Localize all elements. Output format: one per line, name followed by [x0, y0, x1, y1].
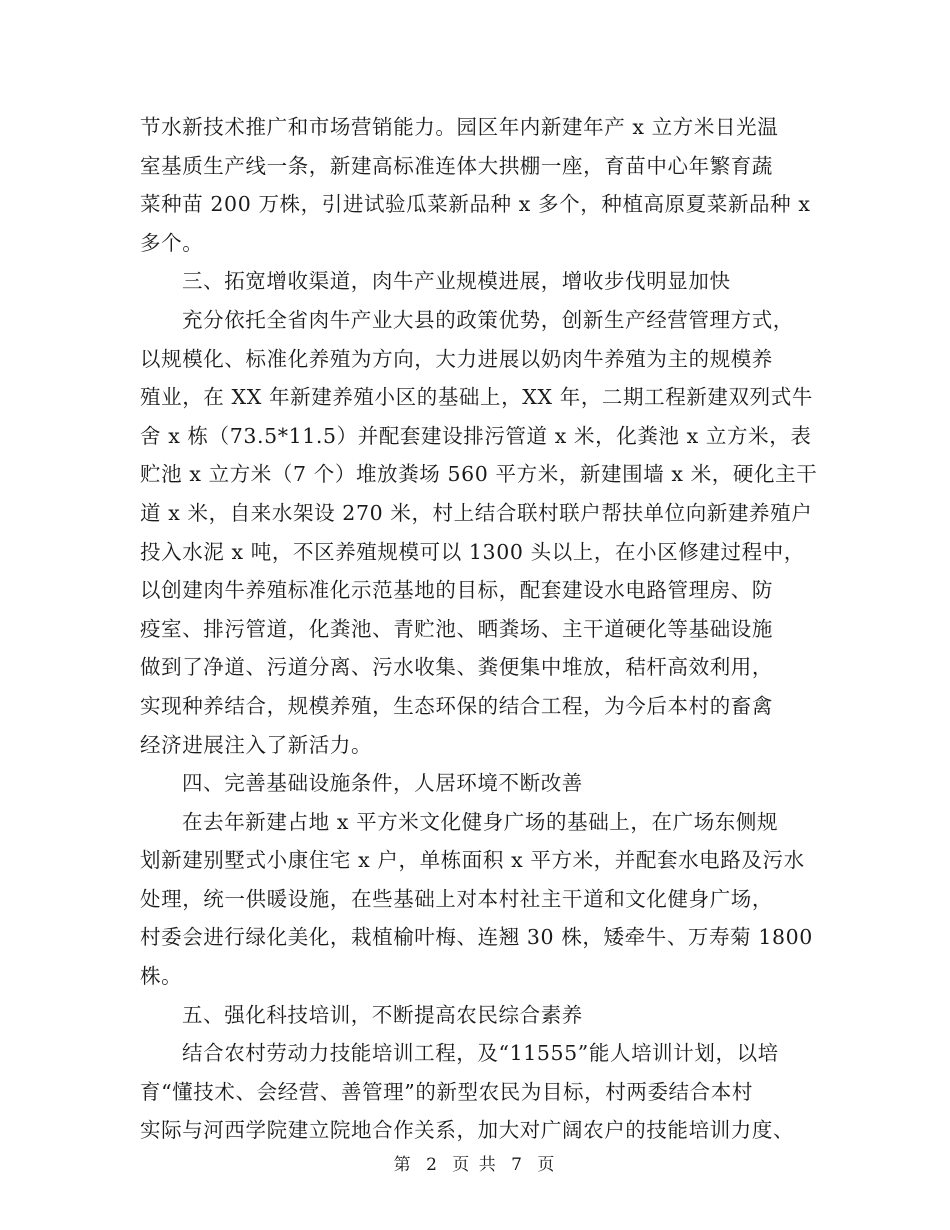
text-line: 节水新技术推广和市场营销能力。园区年内新建年产 x 立方米日光温: [140, 115, 779, 139]
text-line: 殖业，在 XX 年新建养殖小区的基础上，XX 年，二期工程新建双列式牛: [140, 385, 813, 410]
text-line: 五、强化科技培训，不断提高农民综合素养: [182, 1002, 583, 1027]
text-line: 经济进展注入了新活力。: [140, 732, 373, 757]
text-line: 疫室、排污管道，化粪池、青贮池、晒粪场、主干道硬化等基础设施: [140, 616, 773, 641]
footer-total-pages: 7: [511, 1155, 524, 1175]
text-line: 结合农村劳动力技能培训工程，及“11555”能人培训计划，以培: [182, 1041, 779, 1066]
text-line: 以创建肉牛养殖标准化示范基地的目标，配套建设水电路管理房、防: [140, 578, 773, 603]
text-line: 以规模化、标准化养殖为方向，大力进展以奶肉牛养殖为主的规模养: [140, 346, 773, 371]
page-footer: [0, 1150, 950, 1175]
text-line: 处理，统一供暖设施，在些基础上对本村社主干道和文化健身广场，: [140, 886, 773, 911]
text-line: 贮池 x 立方米（7 个）堆放粪场 560 平方米，新建围墙 x 米，硬化主干: [140, 462, 818, 487]
text-line: 实际与河西学院建立院地合作关系，加大对广阔农户的技能培训力度、: [140, 1118, 795, 1143]
text-line: 室基质生产线一条，新建高标准连体大拱棚一座，育苗中心年繁育蔬: [140, 153, 773, 178]
text-line: 村委会进行绿化美化，栽植榆叶梅、连翘 30 株，矮牵牛、万寿菊 1800: [140, 925, 813, 950]
text-line: 投入水泥 x 吨，不区养殖规模可以 1300 头以上，在小区修建过程中，: [140, 539, 805, 564]
footer-current-page: 2: [426, 1155, 439, 1175]
footer-middle: 页 共: [452, 1155, 498, 1175]
text-line: 道 x 米，自来水架设 270 米，村上结合联村联户帮扶单位向新建养殖户: [140, 500, 813, 525]
footer-prefix: 第: [393, 1155, 413, 1175]
text-line: 划新建别墅式小康住宅 x 户，单栋面积 x 平方米，并配套水电路及污水: [140, 848, 805, 873]
text-line: 充分依托全省肉牛产业大县的政策优势，创新生产经营管理方式，: [182, 307, 794, 332]
text-line: 株。: [140, 964, 183, 989]
text-line: 四、完善基础设施条件，人居环境不断改善: [182, 771, 583, 796]
text-line: 多个。: [140, 230, 204, 255]
footer-suffix: 页: [537, 1155, 557, 1175]
text-line: 实现种养结合，规模养殖，生态环保的结合工程，为今后本村的畜禽: [140, 693, 773, 718]
document-body: [140, 108, 818, 1150]
text-line: 舍 x 栋（73.5*11.5）并配套建设排污管道 x 米，化粪池 x 立方米，表: [140, 423, 812, 448]
text-line: 菜种苗 200 万株，引进试验瓜菜新品种 x 多个，种植高原夏菜新品种 x: [140, 192, 811, 217]
text-line: 三、拓宽增收渠道，肉牛产业规模进展，增收步伐明显加快: [182, 269, 731, 294]
text-line: 育“懂技术、会经营、善管理”的新型农民为目标，村两委结合本村: [140, 1079, 753, 1104]
text-line: 做到了净道、污道分离、污水收集、粪便集中堆放，秸杆高效利用，: [140, 655, 773, 680]
text-line: 在去年新建占地 x 平方米文化健身广场的基础上，在广场东侧规: [182, 809, 779, 834]
